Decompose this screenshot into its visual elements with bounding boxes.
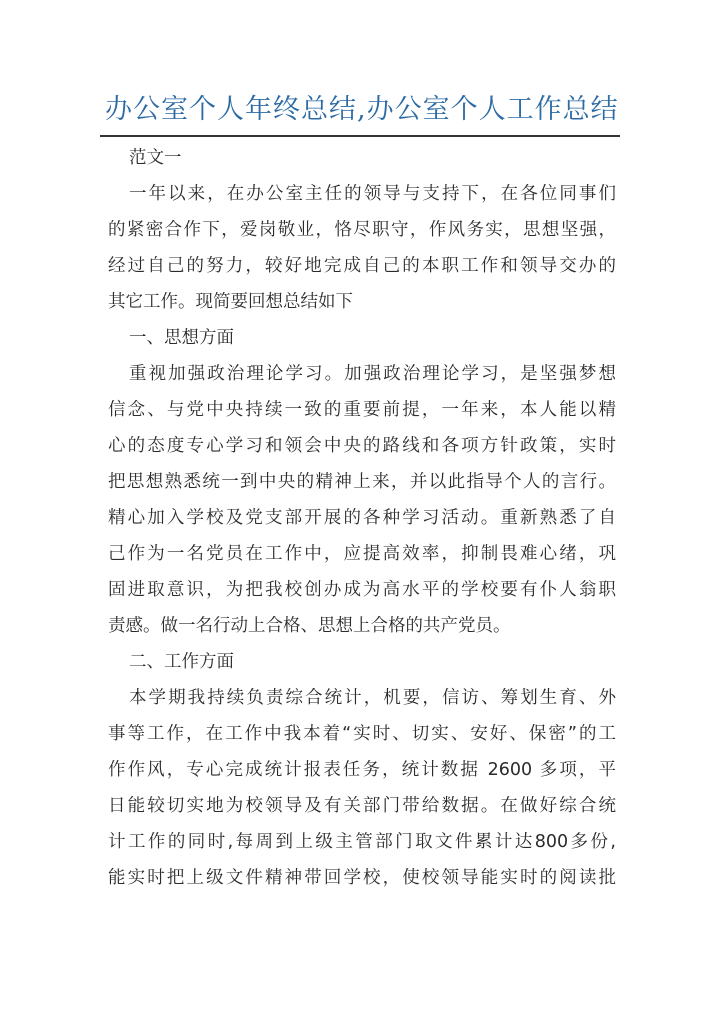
paragraph-line: 经过自己的努力，较好地完成自己的本职工作和领导交办的 <box>108 256 616 276</box>
section-label: 范文一 <box>129 148 182 168</box>
paragraph-line: 重视加强政治理论学习。加强政治理论学习，是坚强梦想 <box>129 364 616 384</box>
paragraph-line: 计工作的同时,每周到上级主管部门取文件累计达800多份, <box>108 832 616 852</box>
paragraph-line: 其它工作。现简要回想总结如下 <box>108 292 353 312</box>
paragraph-line: 精心加入学校及党支部开展的各种学习活动。重新熟悉了自 <box>108 508 616 528</box>
paragraph-line: 固进取意识，为把我校创办成为高水平的学校要有仆人翁职 <box>108 580 616 600</box>
paragraph-line: 把思想熟悉统一到中央的精神上来，并以此指导个人的言行。 <box>108 472 616 492</box>
paragraph-line: 己作为一名党员在工作中，应提高效率，抑制畏难心绪，巩 <box>108 544 616 564</box>
paragraph-line: 本学期我持续负责综合统计，机要，信访、筹划生育、外 <box>129 688 616 708</box>
paragraph-line: 能实时把上级文件精神带回学校，使校领导能实时的阅读批 <box>108 868 616 888</box>
paragraph-line: 事等工作，在工作中我本着“实时、切实、安好、保密”的工 <box>108 724 616 744</box>
document-body <box>108 140 616 896</box>
section-heading: 一、思想方面 <box>129 328 234 348</box>
paragraph-line: 一年以来，在办公室主任的领导与支持下，在各位同事们 <box>129 184 616 204</box>
title-underline <box>100 135 620 137</box>
paragraph-line: 信念、与党中央持续一致的重要前提，一年来，本人能以精 <box>108 400 616 420</box>
document-title: 办公室个人年终总结,办公室个人工作总结 <box>105 94 619 125</box>
paragraph-line: 的紧密合作下，爱岗敬业，恪尽职守，作风务实，思想坚强， <box>108 220 616 240</box>
paragraph-line: 责感。做一名行动上合格、思想上合格的共产党员。 <box>108 616 511 636</box>
section-heading: 二、工作方面 <box>129 652 234 672</box>
paragraph-line: 心的态度专心学习和领会中央的路线和各项方针政策，实时 <box>108 436 616 456</box>
paragraph-line: 日能较切实地为校领导及有关部门带给数据。在做好综合统 <box>108 796 616 816</box>
paragraph-line: 作作风，专心完成统计报表任务，统计数据 2600 多项，平 <box>108 760 616 780</box>
